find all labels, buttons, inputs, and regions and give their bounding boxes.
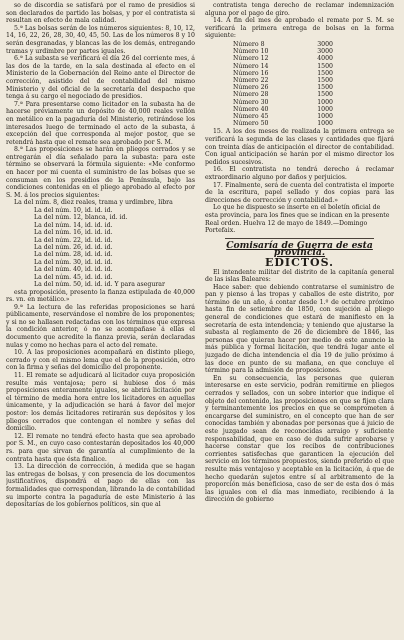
paragraph: La del núm. 8, diez reales, trama y urdimbre, libra	[14, 199, 173, 207]
section-divider	[225, 238, 374, 239]
delivery-label: Número 12	[233, 55, 269, 63]
bolsas-price-list	[34, 207, 195, 288]
paragraph: 14. A fin del mes de aprobado el remate por S. M. se verificará la primera entrega de bolsas en la forma siguiente:	[205, 17, 394, 40]
paragraph: 9.ª La lectura de las referidas proposiciones se hará públicamente, reservándose el nombre de los proponentes; y si no se hallasen redactadas con los términos que expresa la condición anterior, ó no se acompañase á ellas el documento que acredite la fianza previa, serán declaradas nulas y como no hechas para el acto del remate.	[6, 303, 195, 349]
paragraph: 10. A las proposiciones acompañará en distinto pliego, cerrado y con el mismo lema que el de la proposición, otro con la firma y señas del domicilio del proponente.	[6, 349, 195, 372]
table-row	[233, 63, 333, 70]
table-row	[233, 84, 333, 91]
right-column	[205, 2, 394, 640]
list-item: La del núm. 28, id. id. id.	[34, 251, 113, 259]
delivery-label: Número 10	[233, 48, 269, 56]
delivery-label: Número 16	[233, 69, 269, 77]
delivery-label: Número 30	[233, 98, 269, 106]
delivery-value: 4000	[317, 55, 333, 63]
paragraph: 8.ª Las proposiciones se harán en pliegos cerrados y se entregarán el día señalado para la subasta: para este término se observará la fórmula siguiente: «Me conformo en hacer por mi cuenta el suministro de las bolsas que se consuman en los presidios de la Península, bajo las condiciones contenidas en el pliego aprobado al efecto por S. M. á los precios siguientes:	[6, 146, 195, 199]
table-row	[233, 120, 333, 127]
table-row	[233, 41, 333, 48]
delivery-label: Número 45	[233, 113, 269, 120]
delivery-label: Número 50	[233, 120, 269, 128]
paragraph: El intendente militar del distrito de la capitanía general de las islas Baleares:	[205, 268, 394, 284]
list-item: La del núm. 10, id. id. id.	[34, 207, 113, 215]
delivery-label: Número 26	[233, 84, 269, 92]
list-item: La del núm. 26, id. id. id.	[34, 244, 113, 252]
paragraph: 17. Finalmente, será de cuenta del contratista el importe de la escritura, papel sellado y dos copias para las direcciones de corrección y contabilidad.»	[205, 181, 394, 204]
delivery-value: 1500	[317, 62, 333, 70]
delivery-label: Número 8	[233, 40, 265, 48]
delivery-value: 1500	[317, 84, 333, 92]
table-row	[233, 55, 333, 62]
delivery-label: Número 40	[233, 105, 269, 113]
list-item: La del núm. 30, id. id. id.	[34, 258, 113, 266]
paragraph: esta proposición, presento la fianza estipulada de 40,000 rs. vn. en metálico.»	[6, 288, 195, 304]
delivery-value: 1000	[317, 120, 333, 128]
table-row	[233, 106, 333, 113]
delivery-value: 3000	[317, 40, 333, 48]
delivery-value: 1500	[317, 69, 333, 77]
paragraph: 13. La dirección de corrección, á medida que se hagan las entregas de bolsas, y con presencia de los documentos justificativos, dispondrá el pago de ellas con las formalidades que correspondan, librando la de contabilidad su importe contra la pagaduría de este Ministerio á las depositarías de los gobiernos políticos, sin que al	[6, 463, 195, 509]
paragraph: Lo que he dispuesto se inserte en el boletín oficial de esta provincia, para los fines que se indican en la presente Real orden. Huelva 12 de mayo de 1849.—Domingo Portefaix.	[205, 204, 390, 235]
delivery-value: 3000	[317, 48, 333, 56]
paragraph: En su consecuencia, las personas que quieran interesarse en este servicio, podrán remitirme en pliegos cerrados y sellados, con un sobre interior que indique el objeto del contenido, las proposiciones en que se fijen clara y terminantemente los precios en que se comprometen á encargarse del suministro, en el concepto que han de ser conocidas también y abonadas por personas que á juicio de este juzgado sean de reconocidas arraigo y suficiente responsabilidad, que en caso de duda sufrir aprobarse y hacerse constar que los recibos de contribuciones corrientes satisfechas que garanticen la ejecución del servicio en los términos propuestos, siendo preferido el que resulte más ventajoso y aceptable en la licitación, á que de hecho quedarán sujetos entre sí al arbitramento de la proporción más beneficiosa, caso de ser de esta dos ó más las iguales con el día mas inmediato, recibiendo á la dirección de gobierno	[205, 374, 394, 504]
delivery-label: Número 28	[233, 91, 269, 99]
delivery-table	[233, 41, 333, 127]
delivery-value: 1000	[317, 98, 333, 106]
table-row	[233, 113, 333, 120]
table-row	[233, 91, 333, 98]
paragraph: 5.ª Las bolsas serán de los números siguientes: 8, 10, 12, 14, 16, 22, 26, 28, 30, 40, 45, 50. Las de los números 8 y 10 serán desgranadas, y blancas las de los demás, entregando tramas y urdimbre por partes iguales.	[6, 24, 195, 55]
table-row	[233, 70, 333, 77]
paragraph: 16. El contratista no tendrá derecho á reclamar extraordinario alguno por daños y perjuicios.	[205, 166, 394, 181]
paragraph: 7.ª Para presentarse como licitador en la subasta ha de hacerse préviamente un depósito de 40,000 reales vellón en metálico en la pagaduría del Ministerio, retirándose los interesados luego de terminado el acto de la subasta, á excepción del que corresponda al mejor postor, que se retendrá hasta que el remate sea aprobado por S. M.	[6, 100, 195, 146]
left-column	[6, 2, 195, 640]
table-row	[233, 48, 333, 55]
notice-heading: Comisaría de Guerra de esta provincia.	[226, 239, 373, 259]
list-item: La del núm. 22, id. id. id.	[34, 236, 113, 244]
delivery-label: Número 14	[233, 62, 269, 70]
delivery-value: 1500	[317, 76, 333, 84]
list-item: La del núm. 40, id. id. id.	[34, 266, 113, 274]
list-item: La del núm. 12, blanca, id. id.	[34, 214, 128, 222]
paragraph: 15. A los dos meses de realizada la primera entrega se verificará la segunda de las clases y cantidades que fijará con treinta días de anticipación el director de contabilidad. Con igual anticipación se harán por el mismo director los pedidos sucesivos.	[205, 128, 394, 166]
table-row	[233, 77, 333, 84]
notice-subheading: EDICTOS.	[265, 255, 334, 269]
list-item: La del núm. 16, id. id. id.	[34, 229, 113, 237]
paragraph: 6.ª La subasta se verificará el día 26 del corriente mes, á las dos de la tarde, en la sala destinada al efecto en el Ministerio de la Gobernación del Reino ante el Director de corrección, asistido del de contabilidad del mismo Ministerio y del oficial de la secretaría del despacho que tenga á su cargo el negociado de presidios.	[6, 55, 195, 101]
paragraph: so de discordia se satisfará por el ramo de presidios si son declarados de partido las bolsas, y por el contratista si resultan en efecto de mala calidad.	[6, 2, 195, 25]
delivery-label: Número 22	[233, 76, 269, 84]
list-item: La del núm. 14, id. id. id.	[34, 221, 113, 229]
delivery-value: 1000	[317, 105, 333, 113]
list-item: La del núm. 45, id. id. id.	[34, 273, 113, 281]
paragraph: 12. El remate no tendrá efecto hasta que sea aprobado por S. M., en cuyo caso contestarán depositados los 40,000 rs. para que sirvan de garantía al cumplimiento de la contrata hasta que ésta finalice.	[6, 432, 195, 463]
delivery-value: 1500	[317, 91, 333, 99]
table-row	[233, 99, 333, 106]
paragraph: contratista tenga derecho de reclamar indemnización alguna por el pago de giro.	[205, 2, 394, 17]
paragraph: Hace saber: que debiendo contratarse el suministro de pan y pienso á las tropas y caballos de este distrito, por término de un año, á contar desde 1.º de octubre próximo hasta fin de setiembre de 1850, con sujeción al pliego general de condiciones que estará de manifiesto en la secretaría de esta intendencia; y teniendo que ajustarse la subasta al reglamento de 26 de diciembre de 1846, las personas que quieran hacer por medio de este anuncio la más pública y formal licitación, que tendrá lugar ante el juzgado de dicha intendencia el día 19 de julio próximo á las doce en punto de su mañana, en que concluye el término para la admisión de proposiciones.	[205, 283, 394, 375]
paragraph: 11. El remate se adjudicará al licitador cuya proposición resulte más ventajosa; pero si hubiese dos ó más proposiciones enteramente iguales, se abrirá licitación por el término de media hora entre los licitadores en aquellas únicamente, y la adjudicación se hará á favor del mejor postor: los demás licitadores retirarán sus depósitos y los pliegos cerrados que contengan el nombre y señas del domicilio.	[6, 372, 195, 433]
delivery-value: 1000	[317, 113, 333, 120]
list-item: La del núm. 50, id. id. id. Y para asegurar	[34, 281, 165, 289]
